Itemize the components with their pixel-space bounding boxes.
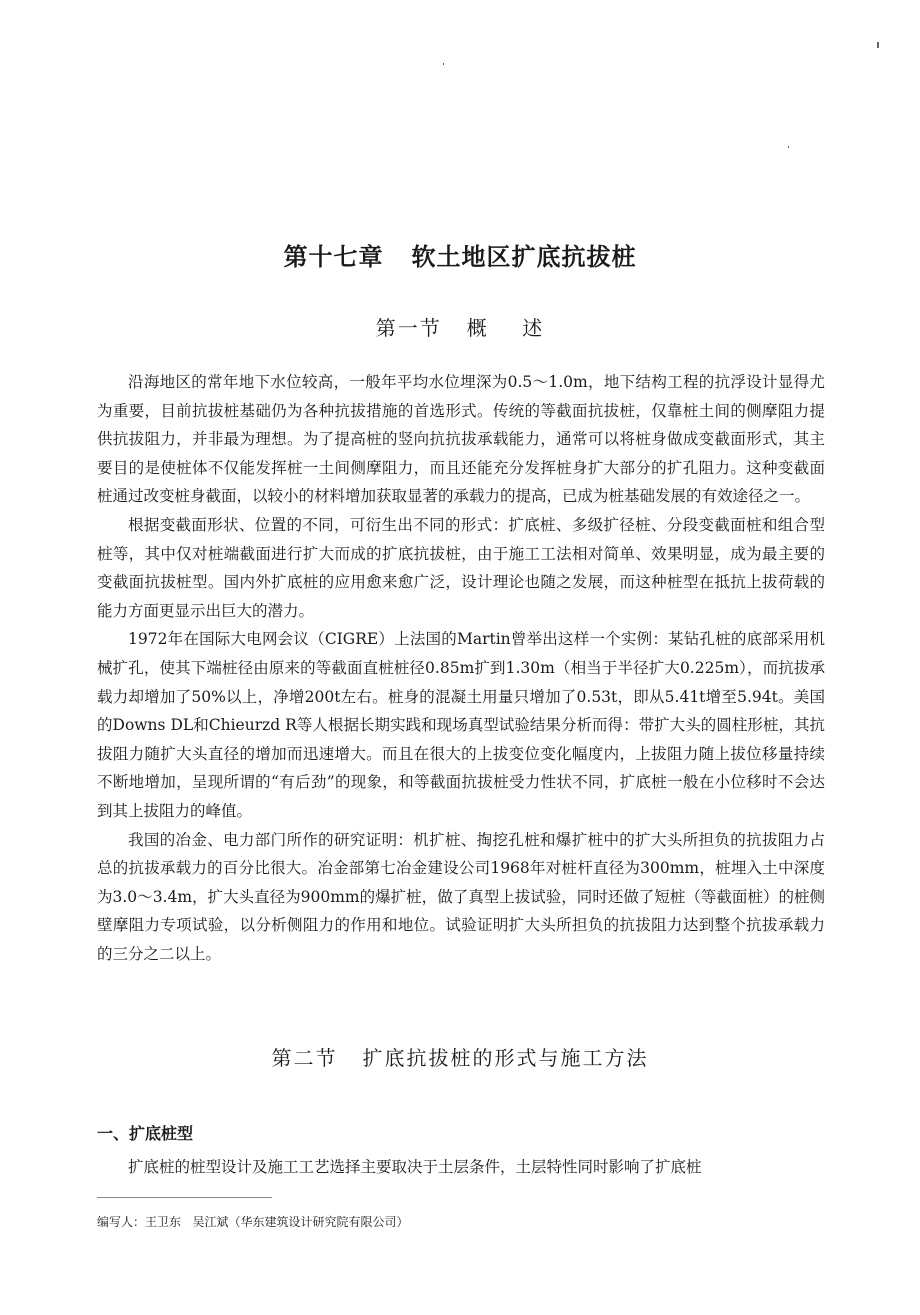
body-text-block <box>97 1153 825 1182</box>
scan-speck <box>443 63 444 65</box>
paragraph: 扩底桩的桩型设计及施工工艺选择主要取决于土层条件，土层特性同时影响了扩底桩 <box>128 1158 702 1176</box>
section-title-2: 第二节 扩底抗拔桩的形式与施工方法 <box>271 1046 649 1070</box>
scan-speck <box>877 42 879 48</box>
footnote: 编写人：王卫东 吴江斌（华东建筑设计研究院有限公司） <box>97 1215 409 1229</box>
paragraph: 我国的冶金、电力部门所作的研究证明：机扩桩、掏挖孔桩和爆扩桩中的扩大头所担负的抗拔阻力占总的抗拔承载力的百分比很大。冶金部第七冶金建设公司1968年对桩杆直径为300mm，桩埋入土中深度为3.0～3.4m，扩大头直径为900mm的爆扩桩，做了真型上拔试验，同时还做了短桩（等截面桩）的桩侧壁摩阻力专项试验，以分析侧阻力的作用和地位。试验证明扩大头所担负的抗拔阻力达到整个抗拔承载力的三分之二以上。 <box>97 830 825 963</box>
subsection-heading: 一、扩底桩型 <box>97 1124 194 1143</box>
paragraph: 沿海地区的常年地下水位较高，一般年平均水位埋深为0.5～1.0m，地下结构工程的抗浮设计显得尤为重要，目前抗拔桩基础仍为各种抗拔措施的首选形式。传统的等截面抗拔桩，仅靠桩土间的侧摩阻力提供抗拔阻力，并非最为理想。为了提高桩的竖向抗抗拔承载能力，通常可以将桩身做成变截面形式，其主要目的是使桩体不仅能发挥桩一土间侧摩阻力，而且还能充分发挥桩身扩大部分的扩孔阻力。这种变截面桩通过改变桩身截面，以较小的材料增加获取显著的承载力的提高，已成为桩基础发展的有效途径之一。 <box>97 373 825 506</box>
body-text-block <box>97 368 825 968</box>
paragraph: 根据变截面形状、位置的不同，可衍生出不同的形式：扩底桩、多级扩径桩、分段变截面桩和组合型桩等，其中仅对桩端截面进行扩大而成的扩底抗拔桩，由于施工工法相对简单、效果明显，成为最主要的变截面抗拔桩型。国内外扩底桩的应用愈来愈广泛，设计理论也随之发展，而这种桩型在抵抗上拔荷载的能力方面更显示出巨大的潜力。 <box>97 515 825 620</box>
chapter-title: 第十七章 软土地区扩底抗拔桩 <box>283 243 637 271</box>
paragraph: 1972年在国际大电网会议（CIGRE）上法国的Martin曾举出这样一个实例：某钻孔桩的底部采用机械扩孔，使其下端桩径由原来的等截面直桩桩径0.85m扩到1.30m（相当于半径扩大0.225m），而抗拔承载力却增加了50%以上，净增200t左右。桩身的混凝土用量只增加了0.53t，即从5.41t增至5.94t。美国的Downs DL和Chieurzd R等人根据长期实践和现场真型试验结果分析而得：带扩大头的圆柱形桩，其抗拔阻力随扩大头直径的增加而迅速增大。而且在很大的上拔变位变化幅度内，上拔阻力随上拔位移量持续不断地增加，呈现所谓的“有后劲”的现象，和等截面抗拔桩受力性状不同，扩底桩一般在小位移时不会达到其上拔阻力的峰值。 <box>97 630 825 820</box>
scan-speck <box>788 146 789 148</box>
footnote-divider <box>97 1197 272 1198</box>
section-title-1: 第一节 概 述 <box>375 316 545 340</box>
